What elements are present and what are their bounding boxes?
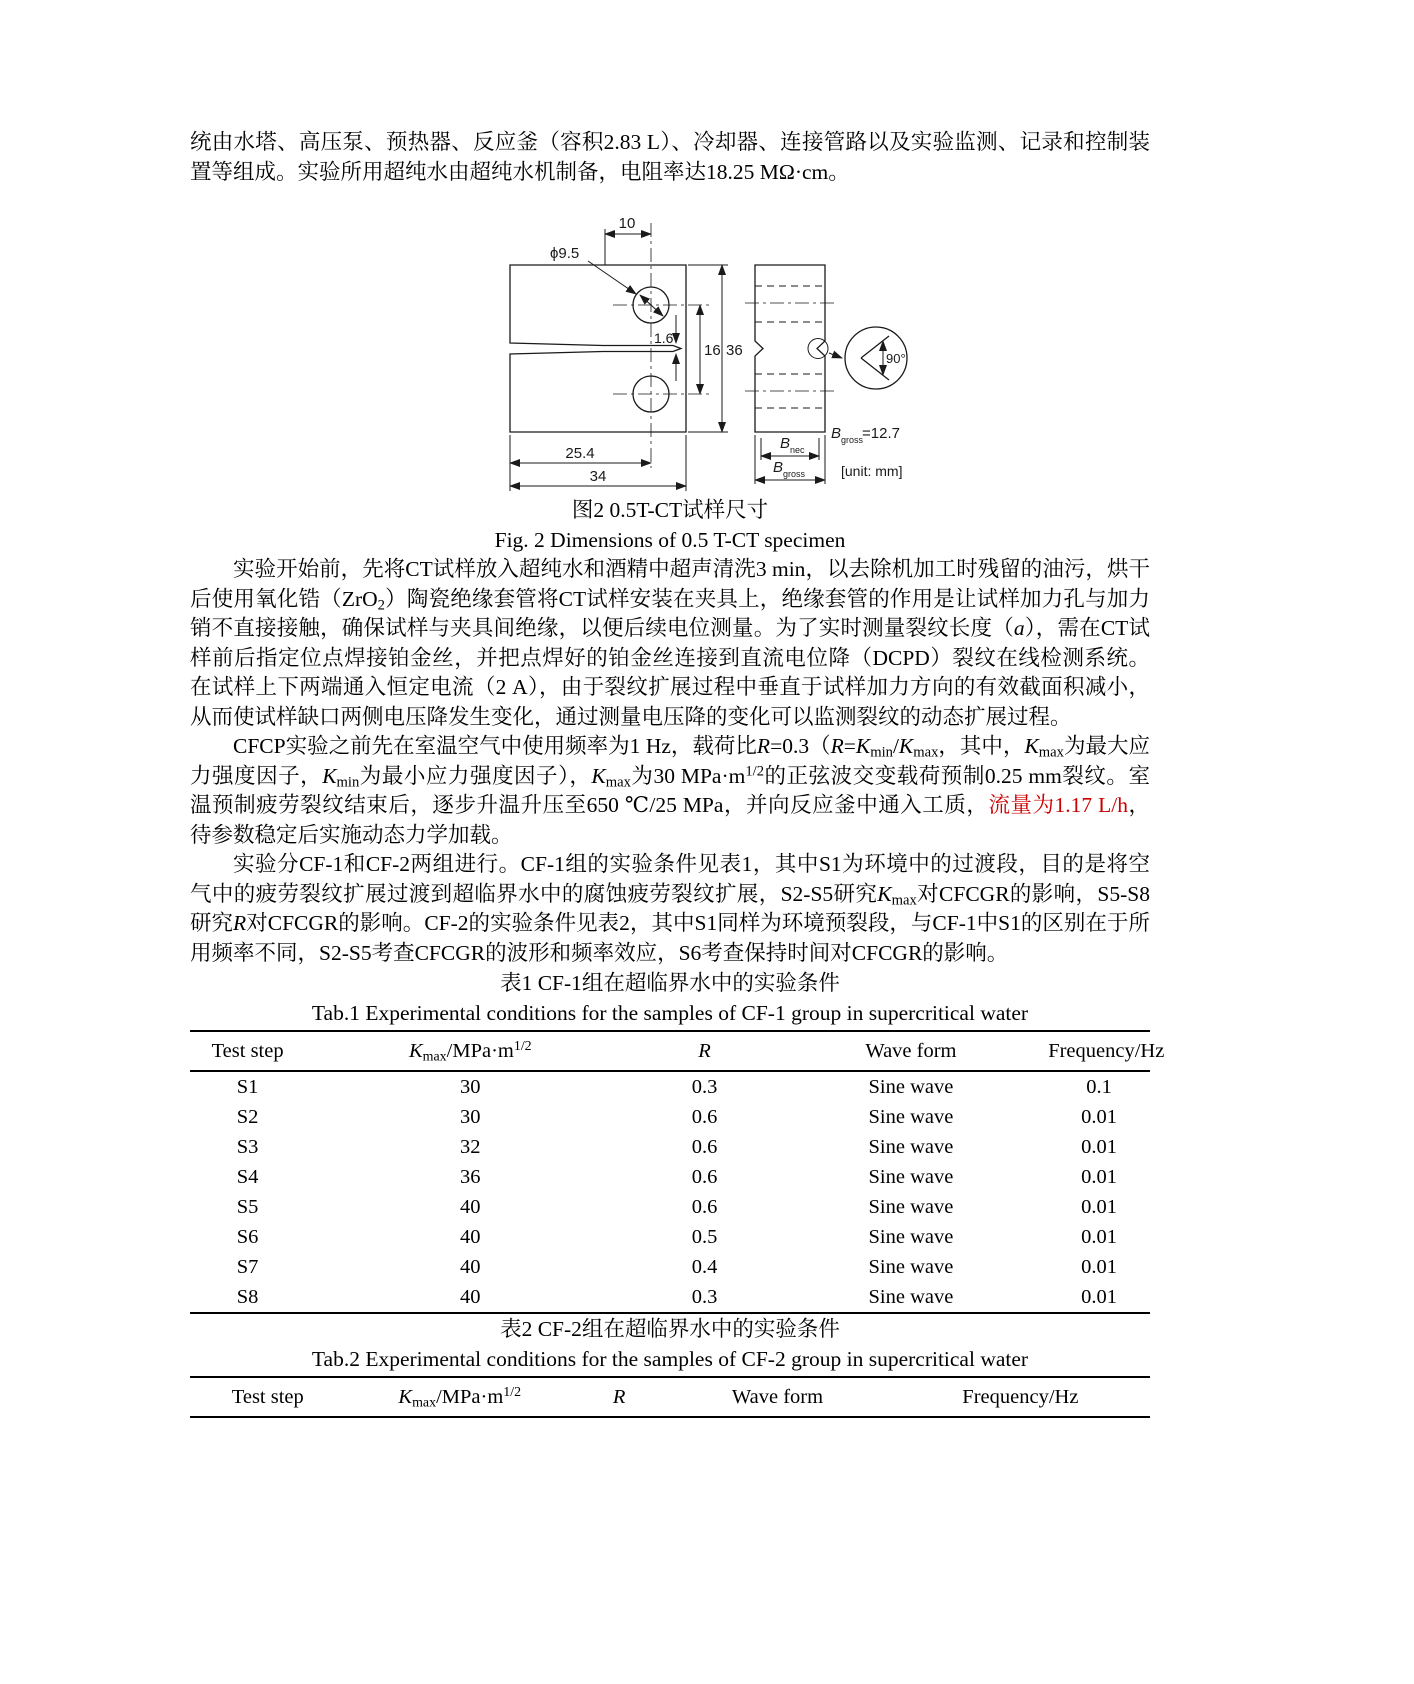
table-row bbox=[190, 1192, 1150, 1222]
table-cell: 0.01 bbox=[1081, 1135, 1118, 1158]
paragraph-specimen-prep bbox=[190, 555, 1150, 732]
table-cell: S7 bbox=[236, 1255, 259, 1278]
notch-detail-marker bbox=[808, 339, 828, 359]
slit-height-label: 1.6 bbox=[654, 330, 674, 346]
text-run: max bbox=[412, 1394, 437, 1410]
text-run: max bbox=[913, 744, 939, 761]
text-run: =0.3（ bbox=[770, 734, 831, 758]
text-run: / bbox=[892, 734, 899, 758]
dim-16-label: 16 bbox=[704, 342, 721, 359]
text-run: max bbox=[891, 892, 917, 909]
text-run: K bbox=[855, 734, 871, 758]
table1-header-frequency bbox=[1048, 1039, 1165, 1063]
text-run: CFCP实验之前先在室温空气中使用频率为1 Hz，载荷比 bbox=[233, 734, 757, 758]
table-cell: 0.01 bbox=[1081, 1195, 1118, 1218]
text-run: K bbox=[1024, 734, 1039, 758]
table-cell: 0.6 bbox=[691, 1165, 718, 1188]
table1-caption-zh: 表1 CF-1组在超临界水中的实验条件 bbox=[500, 971, 840, 995]
figure-caption-en: Fig. 2 Dimensions of 0.5 T-CT specimen bbox=[494, 528, 846, 552]
table-cell: 40 bbox=[460, 1225, 481, 1248]
table-cell: 0.3 bbox=[691, 1075, 718, 1098]
paragraph-test-groups bbox=[190, 850, 1150, 968]
table-cell: Sine wave bbox=[868, 1285, 954, 1308]
text-run: min bbox=[870, 744, 893, 761]
text-run: Frequency/Hz bbox=[1048, 1039, 1165, 1062]
text-run: Wave form bbox=[731, 1385, 824, 1408]
table-row bbox=[190, 1132, 1150, 1162]
text-run: 流量为1.17 L/h bbox=[988, 793, 1128, 817]
b-gross-label: B bbox=[773, 459, 784, 476]
table-cell: Sine wave bbox=[868, 1075, 954, 1098]
dim-34-label: 34 bbox=[589, 468, 607, 485]
table-cell: 0.6 bbox=[691, 1135, 718, 1158]
text-run: K bbox=[322, 763, 337, 788]
table1-body bbox=[190, 1072, 1150, 1312]
b-gross-eq-var: B bbox=[831, 425, 842, 442]
table-cell: Sine wave bbox=[868, 1225, 954, 1248]
table2-header-wave-form bbox=[664, 1386, 891, 1409]
table-row bbox=[190, 1102, 1150, 1132]
text-run: K bbox=[398, 1385, 413, 1408]
table-cell: 0.01 bbox=[1081, 1165, 1118, 1188]
table1-caption-en: Tab.1 Experimental conditions for the samples of CF-1 group in supercritical water bbox=[311, 1001, 1029, 1025]
b-gross-sub-label: gross bbox=[783, 469, 806, 479]
table-row bbox=[190, 1162, 1150, 1192]
table-cell: Sine wave bbox=[868, 1195, 954, 1218]
table2-experimental-conditions bbox=[190, 1376, 1150, 1418]
text-run: ）陶瓷绝缘套管将CT试样安装在夹具上，绝缘套管的作用是让试样加力孔与加力销不直接接触，确保试样与夹具间绝缘，以便后续电位测量。为了实时测量裂纹长度（ bbox=[190, 586, 1150, 640]
b-gross-eq-sub: gross bbox=[841, 435, 864, 445]
table-cell: S6 bbox=[236, 1225, 259, 1248]
text-run: R bbox=[698, 1039, 711, 1062]
table1-header-r bbox=[635, 1040, 773, 1063]
text-run: 的正弦波交变载荷预制0.25 mm裂纹。室温预制疲劳裂纹结束后，逐步升温升压至650 ℃/25 MPa，并向反应釜中通入工质， bbox=[190, 763, 1150, 817]
notch-angle-detail bbox=[845, 327, 907, 389]
text-run: K bbox=[877, 881, 892, 906]
text-run: 为30 MPa·m bbox=[630, 763, 746, 788]
text-run: 对CFCGR的影响，S5-S8研究 bbox=[190, 881, 1150, 935]
table-row bbox=[190, 1282, 1150, 1312]
text-run: max bbox=[1038, 744, 1064, 761]
figure-specimen-drawing bbox=[455, 195, 955, 495]
text-run: /MPa·m bbox=[436, 1385, 504, 1408]
table2-header-row bbox=[190, 1378, 1150, 1418]
text-run: a bbox=[1013, 616, 1025, 640]
table-cell: S4 bbox=[236, 1165, 259, 1188]
table1-header-row bbox=[190, 1032, 1165, 1072]
table-cell: S8 bbox=[236, 1285, 259, 1308]
text-run: ，其中， bbox=[938, 734, 1025, 758]
text-run: R bbox=[830, 734, 844, 758]
table-cell: 30 bbox=[460, 1075, 481, 1098]
text-run: K bbox=[591, 763, 606, 788]
side-view bbox=[745, 265, 842, 484]
table-cell: 0.4 bbox=[691, 1255, 718, 1278]
text-run: 1/2 bbox=[503, 1384, 522, 1400]
dim-10-label: 10 bbox=[618, 215, 636, 232]
b-nec-label: B bbox=[780, 435, 791, 452]
table-cell: S3 bbox=[236, 1135, 259, 1158]
table-cell: 0.1 bbox=[1086, 1075, 1112, 1098]
text-run: 实验开始前，先将CT试样放入超纯水和酒精中超声清洗3 min，以去除机加工时残留的油污，烘干后使用氧化锆（ZrO bbox=[190, 557, 1150, 611]
text-run: K bbox=[898, 734, 914, 758]
table-row bbox=[190, 1072, 1150, 1102]
text-run: 实验分CF-1和CF-2两组进行。CF-1组的实验条件见表1，其中S1为环境中的过渡段，目的是将空气中的疲劳裂纹扩展过渡到超临界水中的腐蚀疲劳裂纹扩展，S2-S5研究 bbox=[190, 852, 1150, 906]
table2-header-frequency bbox=[891, 1386, 1150, 1409]
text-run: 1/2 bbox=[513, 1038, 532, 1054]
text-run: /MPa·m bbox=[446, 1039, 514, 1062]
notch-angle-label: 90° bbox=[886, 351, 906, 366]
table-row bbox=[190, 1252, 1150, 1282]
text-run: 2 bbox=[377, 597, 385, 614]
text-run: 为最小应力强度因子）， bbox=[359, 763, 592, 788]
table-cell: 0.01 bbox=[1081, 1255, 1118, 1278]
table-cell: 0.01 bbox=[1081, 1285, 1118, 1308]
unit-note: [unit: mm] bbox=[841, 463, 903, 479]
text-run: 对CFCGR的影响。CF-2的实验条件见表2，其中S1同样为环境预裂段，与CF-1中S1的区别在于所用频率不同，S2-S5考查CFCGR的波形和频率效应，S6考查保持时间对CFCGR的影响。 bbox=[190, 911, 1150, 965]
text-run: ，待参数稳定后实施动态力学加载。 bbox=[190, 793, 1150, 847]
text-run: max bbox=[422, 1048, 447, 1064]
figure-caption-zh: 图2 0.5T-CT试样尺寸 bbox=[571, 498, 769, 522]
table-cell: S5 bbox=[236, 1195, 259, 1218]
table-cell: 0.5 bbox=[691, 1225, 718, 1248]
text-run: min bbox=[336, 774, 360, 791]
table-cell: Sine wave bbox=[868, 1135, 954, 1158]
dim-36-label: 36 bbox=[726, 342, 743, 359]
table-cell: Sine wave bbox=[868, 1255, 954, 1278]
table1-header-kmax bbox=[305, 1040, 635, 1063]
text-run: max bbox=[605, 774, 631, 791]
ct-specimen-drawing bbox=[455, 195, 955, 495]
table-cell: 0.01 bbox=[1081, 1105, 1118, 1128]
hole-diameter-label: ϕ9.5 bbox=[550, 245, 580, 262]
table-cell: 40 bbox=[460, 1195, 481, 1218]
paragraph-precracking bbox=[190, 732, 1150, 850]
table-cell: 0.6 bbox=[691, 1105, 718, 1128]
b-nec-sub-label: nec bbox=[790, 445, 805, 455]
text-run: Test step bbox=[231, 1385, 304, 1408]
table-cell: Sine wave bbox=[868, 1165, 954, 1188]
text-run: ），需在CT试样前后指定位点焊接铂金丝，并把点焊好的铂金丝连接到直流电位降（DCPD）裂纹在线检测系统。在试样上下两端通入恒定电流（2 A），由于裂纹扩展过程中垂直于试样加力方向的有效截面积减小，从而使试样缺口两侧电压降发生变化，通过测量电压降的变化可以监测裂纹的动态扩展过程。 bbox=[190, 616, 1150, 729]
text-run: R bbox=[756, 734, 771, 758]
table-cell: Sine wave bbox=[868, 1105, 954, 1128]
table-cell: 0.01 bbox=[1081, 1225, 1118, 1248]
text-run: Test step bbox=[211, 1039, 284, 1062]
table1-header-test-step bbox=[190, 1040, 305, 1063]
table-cell: 40 bbox=[460, 1255, 481, 1278]
table1-header-wave-form bbox=[774, 1040, 1049, 1063]
intro-paragraph: 统由水塔、高压泵、预热器、反应釜（容积2.83 L）、冷却器、连接管路以及实验监测、记录和控制装置等组成。实验所用超纯水由超纯水机制备，电阻率达18.25 MΩ·cm。 bbox=[190, 130, 1150, 184]
table-cell: 0.3 bbox=[691, 1285, 718, 1308]
page-content bbox=[190, 128, 1165, 1418]
table-cell: 40 bbox=[460, 1285, 481, 1308]
figure-annotations bbox=[831, 425, 902, 479]
table2-caption-en: Tab.2 Experimental conditions for the samples of CF-2 group in supercritical water bbox=[311, 1347, 1029, 1371]
table-cell: 0.6 bbox=[691, 1195, 718, 1218]
table1-experimental-conditions bbox=[190, 1030, 1165, 1314]
text-run: Wave form bbox=[865, 1039, 957, 1062]
table2-header-r bbox=[574, 1386, 664, 1409]
table-row bbox=[190, 1222, 1150, 1252]
text-run: 为最大应力强度因子， bbox=[190, 734, 1150, 788]
table-cell: S2 bbox=[236, 1105, 259, 1128]
dim-254-label: 25.4 bbox=[565, 445, 595, 462]
text-run: 1/2 bbox=[745, 763, 765, 780]
text-run: K bbox=[408, 1039, 423, 1062]
table-cell: 36 bbox=[460, 1165, 481, 1188]
text-run: R bbox=[612, 1385, 626, 1408]
b-gross-eq-value: =12.7 bbox=[862, 425, 900, 442]
table-cell: 32 bbox=[460, 1135, 481, 1158]
table-cell: S1 bbox=[236, 1075, 259, 1098]
table2-header-kmax bbox=[346, 1386, 574, 1409]
front-view bbox=[510, 215, 743, 491]
table-cell: 30 bbox=[460, 1105, 481, 1128]
text-run: = bbox=[843, 734, 856, 758]
text-run: Frequency/Hz bbox=[962, 1385, 1079, 1408]
table2-header-test-step bbox=[190, 1386, 346, 1409]
table2-caption-zh: 表2 CF-2组在超临界水中的实验条件 bbox=[500, 1317, 840, 1341]
text-run: R bbox=[233, 911, 247, 935]
